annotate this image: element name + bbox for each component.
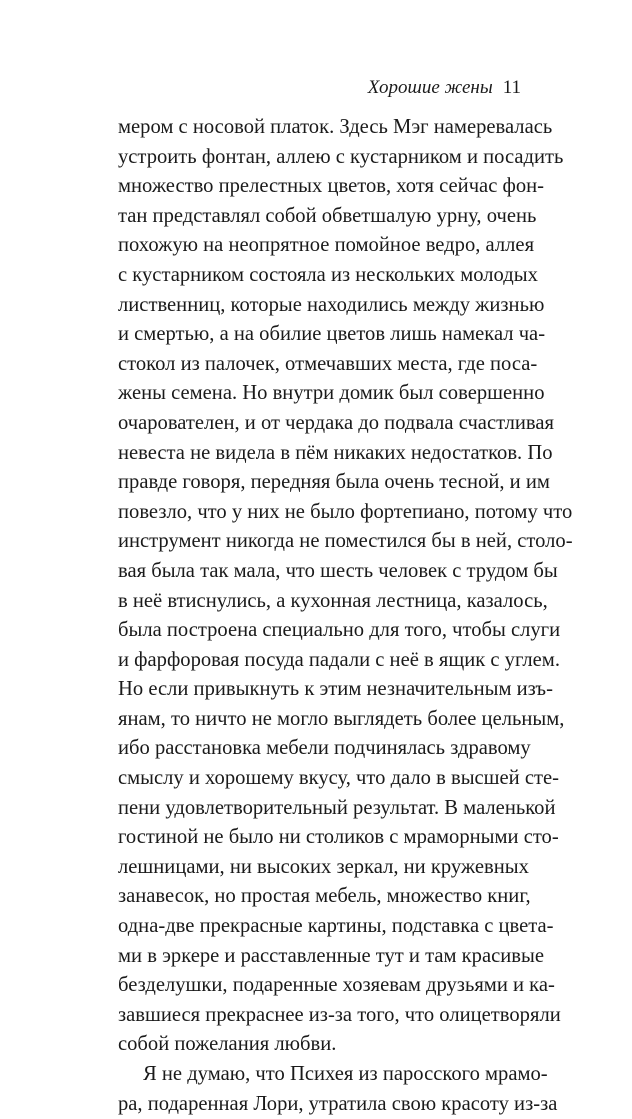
text-line: смыслу и хорошему вкусу, что дало в высшей сте- [118,767,559,790]
text-line: лешницами, ни высоких зеркал, ни кружевных [118,855,529,878]
text-line: и фарфоровая посуда падали с неё в ящик с углем. [118,648,560,671]
text-line: инструмент никогда не поместился бы в ней, столо- [118,530,573,553]
text-line: похожую на неопрятное помойное ведро, аллея [118,234,535,257]
text-line: ми в эркере и расставленные тут и там красивые [118,944,544,967]
text-line: завшиеся прекраснее из-за того, что олицетворяли [118,1003,561,1026]
text-line: вая была так мала, что шесть человек с трудом бы [118,559,558,582]
text-line: очарователен, и от чердака до подвала счастливая [118,411,554,434]
running-header [368,76,521,100]
page-number: 11 [502,77,521,98]
text-line: ра, подаренная Лори, утратила свою красоту из-за [118,1092,558,1115]
text-line: правде говоря, передняя была очень тесной, и им [118,471,550,494]
text-line: с кустарником состояла из нескольких молодых [118,263,538,286]
running-header-title: Хорошие жены [367,77,493,98]
text-line: устроить фонтан, аллею с кустарником и посадить [118,145,564,168]
text-line: ибо расстановка мебели подчинялась здравому [118,737,531,760]
text-line: стокол из палочек, отмечавших места, где поса- [118,352,538,375]
text-line: янам, то ничто не могло выглядеть более цельным, [118,707,565,730]
text-line: жены семена. Но внутри домик был совершенно [118,382,545,405]
text-line: множество прелестных цветов, хотя сейчас фон- [118,175,545,198]
text-line: лиственниц, которые находились между жизнью [118,293,545,316]
paragraph-last-line: собой пожелания любви. [118,1033,337,1056]
text-line: одна-две прекрасные картины, подставка с цвета- [118,915,554,938]
text-line: была построена специально для того, чтобы слуги [118,619,561,642]
text-line: мером с носовой платок. Здесь Мэг намеревалась [118,116,553,138]
text-line: повезло, что у них не было фортепиано, потому что [118,500,573,523]
text-line: в неё втиснулись, а кухонная лестница, казалось, [118,589,548,612]
text-line: занавесок, но простая мебель, множество книг, [118,885,531,908]
text-line: пени удовлетворительный результат. В маленькой [118,796,556,819]
text-line: гостиной не было ни столиков с мраморными сто- [118,826,559,849]
text-line: и смертью, а на обилие цветов лишь намекал ча- [118,323,546,346]
paragraph-first-line: Я не думаю, что Психея из паросского мрамо- [143,1063,548,1085]
text-line: Но если привыкнуть к этим незначительным изъ- [118,678,553,701]
text-line: тан представлял собой обветшалую урну, очень [118,204,537,227]
text-line: безделушки, подаренные хозяевам друзьями и ка- [118,974,555,997]
text-line: невеста не видела в пём никаких недостатков. По [118,441,553,464]
body-text [118,113,573,1119]
